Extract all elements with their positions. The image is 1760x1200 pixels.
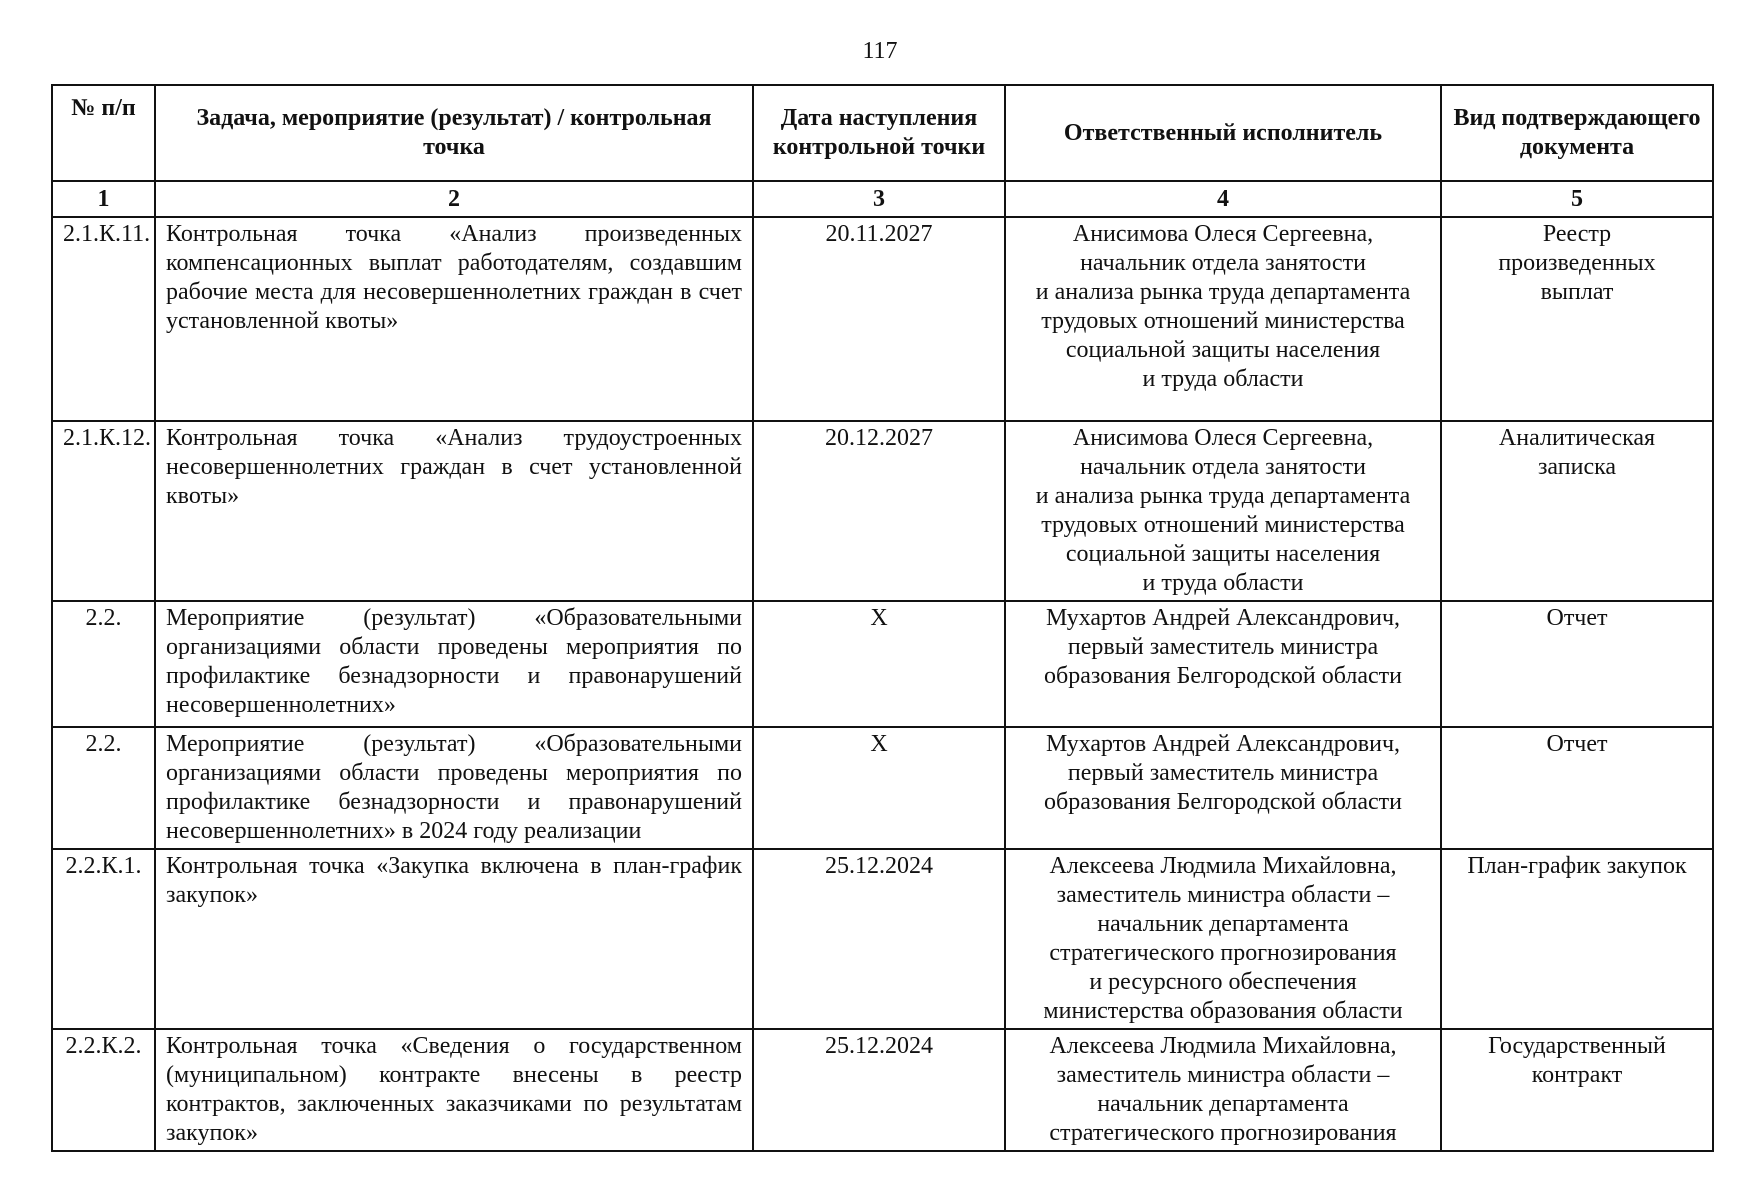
row-responsible: Алексеева Людмила Михайловна, заместитель министра области – начальник департамента стратегического прогнозирования и ресурсного обеспечения министерства образования области	[1005, 849, 1441, 1029]
row-task: Контрольная точка «Анализ трудоустроенных несовершеннолетних граждан в счет установленной квоты»	[155, 421, 753, 601]
column-index-row	[52, 181, 1713, 217]
table-row	[52, 1029, 1713, 1151]
row-task: Контрольная точка «Сведения о государственном (муниципальном) контракте внесены в реестр контрактов, заключенных заказчиками по результатам закупок»	[155, 1029, 753, 1151]
header-task: Задача, мероприятие (результат) / контрольная точка	[155, 85, 753, 181]
row-number: 2.2.К.2.	[52, 1029, 155, 1151]
column-index: 4	[1005, 181, 1441, 217]
row-document: Аналитическая записка	[1441, 421, 1713, 601]
table-header-row	[52, 85, 1713, 181]
column-index: 2	[155, 181, 753, 217]
row-task: Контрольная точка «Анализ произведенных компенсационных выплат работодателям, создавшим рабочие места для несовершеннолетних граждан в счет установленной квоты»	[155, 217, 753, 421]
row-task: Мероприятие (результат) «Образовательными организациями области проведены мероприятия по профилактике безнадзорности и правонарушений несовершеннолетних»	[155, 601, 753, 727]
row-number: 2.2.	[52, 727, 155, 849]
header-date: Дата наступления контрольной точки	[753, 85, 1005, 181]
row-date: 20.12.2027	[753, 421, 1005, 601]
row-responsible: Анисимова Олеся Сергеевна, начальник отдела занятости и анализа рынка труда департамента трудовых отношений министерства социальной защиты населения и труда области	[1005, 217, 1441, 421]
row-number: 2.2.	[52, 601, 155, 727]
row-responsible: Анисимова Олеся Сергеевна, начальник отдела занятости и анализа рынка труда департамента трудовых отношений министерства социальной защиты населения и труда области	[1005, 421, 1441, 601]
table-row	[52, 421, 1713, 601]
table-row	[52, 727, 1713, 849]
row-number: 2.2.К.1.	[52, 849, 155, 1029]
row-date: X	[753, 727, 1005, 849]
row-responsible: Мухартов Андрей Александрович, первый заместитель министра образования Белгородской области	[1005, 601, 1441, 727]
row-number: 2.1.К.11.	[52, 217, 155, 421]
page-number: 117	[862, 38, 898, 64]
row-number: 2.1.К.12.	[52, 421, 155, 601]
row-date: 20.11.2027	[753, 217, 1005, 421]
row-responsible: Мухартов Андрей Александрович, первый заместитель министра образования Белгородской области	[1005, 727, 1441, 849]
control-points-table	[51, 84, 1714, 1152]
row-document: Реестр произведенных выплат	[1441, 217, 1713, 421]
row-task: Мероприятие (результат) «Образовательными организациями области проведены мероприятия по профилактике безнадзорности и правонарушений несовершеннолетних» в 2024 году реализации	[155, 727, 753, 849]
row-document: План-график закупок	[1441, 849, 1713, 1029]
row-document: Отчет	[1441, 601, 1713, 727]
row-date: 25.12.2024	[753, 1029, 1005, 1151]
row-date: 25.12.2024	[753, 849, 1005, 1029]
row-responsible: Алексеева Людмила Михайловна, заместитель министра области – начальник департамента стратегического прогнозирования	[1005, 1029, 1441, 1151]
header-responsible: Ответственный исполнитель	[1005, 85, 1441, 181]
table-row	[52, 217, 1713, 421]
column-index: 3	[753, 181, 1005, 217]
header-num: № п/п	[52, 85, 155, 181]
row-document: Отчет	[1441, 727, 1713, 849]
row-date: X	[753, 601, 1005, 727]
column-index: 1	[52, 181, 155, 217]
header-document: Вид подтверждающего документа	[1441, 85, 1713, 181]
row-document: Государственный контракт	[1441, 1029, 1713, 1151]
table-row	[52, 849, 1713, 1029]
row-task: Контрольная точка «Закупка включена в план-график закупок»	[155, 849, 753, 1029]
table-row	[52, 601, 1713, 727]
column-index: 5	[1441, 181, 1713, 217]
